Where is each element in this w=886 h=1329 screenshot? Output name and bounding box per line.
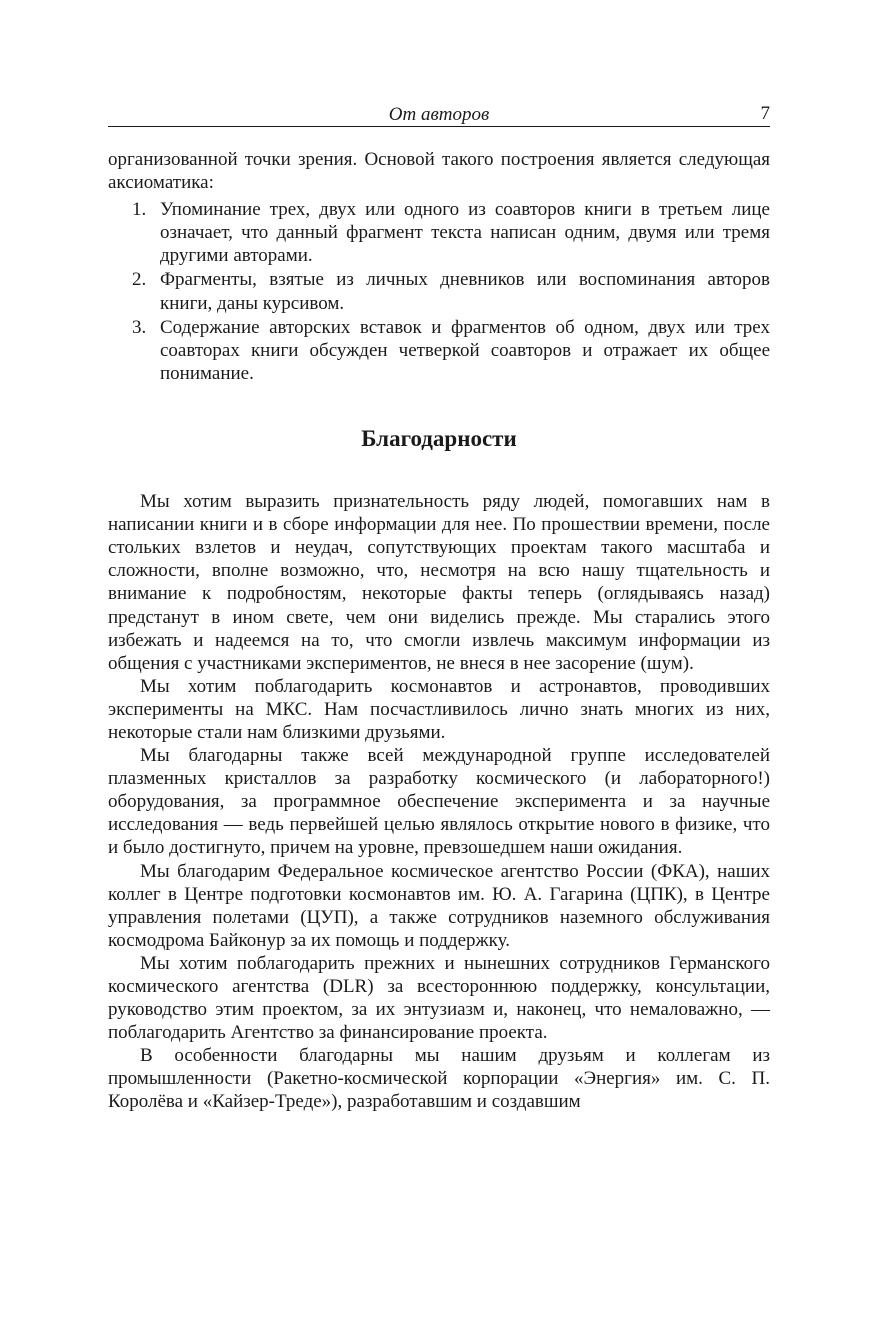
intro-paragraph: организованной точки зрения. Основой такого построения является следующая аксиоматика: bbox=[108, 149, 770, 194]
paragraph: Мы хотим поблагодарить прежних и нынешних сотрудников Германского космического агентства (DLR) за всестороннюю поддержку, консультации, руководство этим проектом, за их энтузиазм и, наконец, что немаловажно, — поблагодарить Агентство за финансирование проекта. bbox=[108, 952, 770, 1044]
axiom-text: Содержание авторских вставок и фрагментов об одном, двух или трех соавторах книги обсужден четверкой соавторов и отражает их общее понимание. bbox=[160, 316, 770, 384]
axiom-list bbox=[108, 198, 770, 385]
axiom-item bbox=[108, 316, 770, 385]
paragraph: Мы благодарны также всей международной группе исследователей плазменных кристаллов за разработку космического (и лабораторного!) оборудования, за программное обеспечение эксперимента и за научные исследования — ведь первейшей целью являлось открытие нового в физике, что и было достигнуто, причем на уровне, превзошедшем наши ожидания. bbox=[108, 745, 770, 859]
axiom-text: Фрагменты, взятые из личных дневников или воспоминания авторов книги, даны курсивом. bbox=[160, 269, 770, 314]
axiom-number: 3. bbox=[132, 316, 147, 338]
paragraph: В особенности благодарны мы нашим друзьям и коллегам из промышленности (Ракетно-космической корпорации «Энергия» им. С. П. Королёва и «Кайзер-Треде»), разработавшим и создавшим bbox=[108, 1045, 770, 1113]
axiom-number: 2. bbox=[132, 269, 147, 291]
page-number: 7 bbox=[760, 103, 770, 124]
section-title: Благодарности bbox=[361, 425, 517, 451]
paragraph: Мы хотим поблагодарить космонавтов и астронавтов, проводивших эксперименты на МКС. Нам посчастливилось лично знать многих из них, некоторые стали нам близкими друзьями. bbox=[108, 675, 770, 743]
axiom-item bbox=[108, 198, 770, 267]
running-header bbox=[108, 102, 770, 127]
body-text bbox=[108, 148, 770, 1114]
paragraph: Мы благодарим Федеральное космическое агентство России (ФКА), наших коллег в Центре подготовки космонавтов им. Ю. А. Гагарина (ЦПК), в Центре управления полетами (ЦУП), а также сотрудников наземного обслуживания космодрома Байконур за их помощь и поддержку. bbox=[108, 860, 770, 951]
axiom-item bbox=[108, 268, 770, 314]
running-header-title: От авторов bbox=[388, 104, 490, 125]
axiom-text: Упоминание трех, двух или одного из соавторов книги в третьем лице означает, что данный фрагмент текста написан одним, двумя или тремя другими авторами. bbox=[160, 199, 770, 267]
paragraph: Мы хотим выразить признательность ряду людей, помогавших нам в написании книги и в сборе информации для нее. По прошествии времени, после стольких взлетов и неудач, сопутствующих проектам такого масштаба и сложности, вполне возможно, что, несмотря на всю нашу тщательность и внимание к подробностям, некоторые факты теперь (оглядываясь назад) предстанут в ином свете, чем они виделись прежде. Мы старались этого избежать и надеемся на то, что смогли извлечь максимум информации из общения с участниками экспериментов, не внеся в нее засорение (шум). bbox=[108, 491, 770, 674]
axiom-number: 1. bbox=[132, 199, 147, 221]
